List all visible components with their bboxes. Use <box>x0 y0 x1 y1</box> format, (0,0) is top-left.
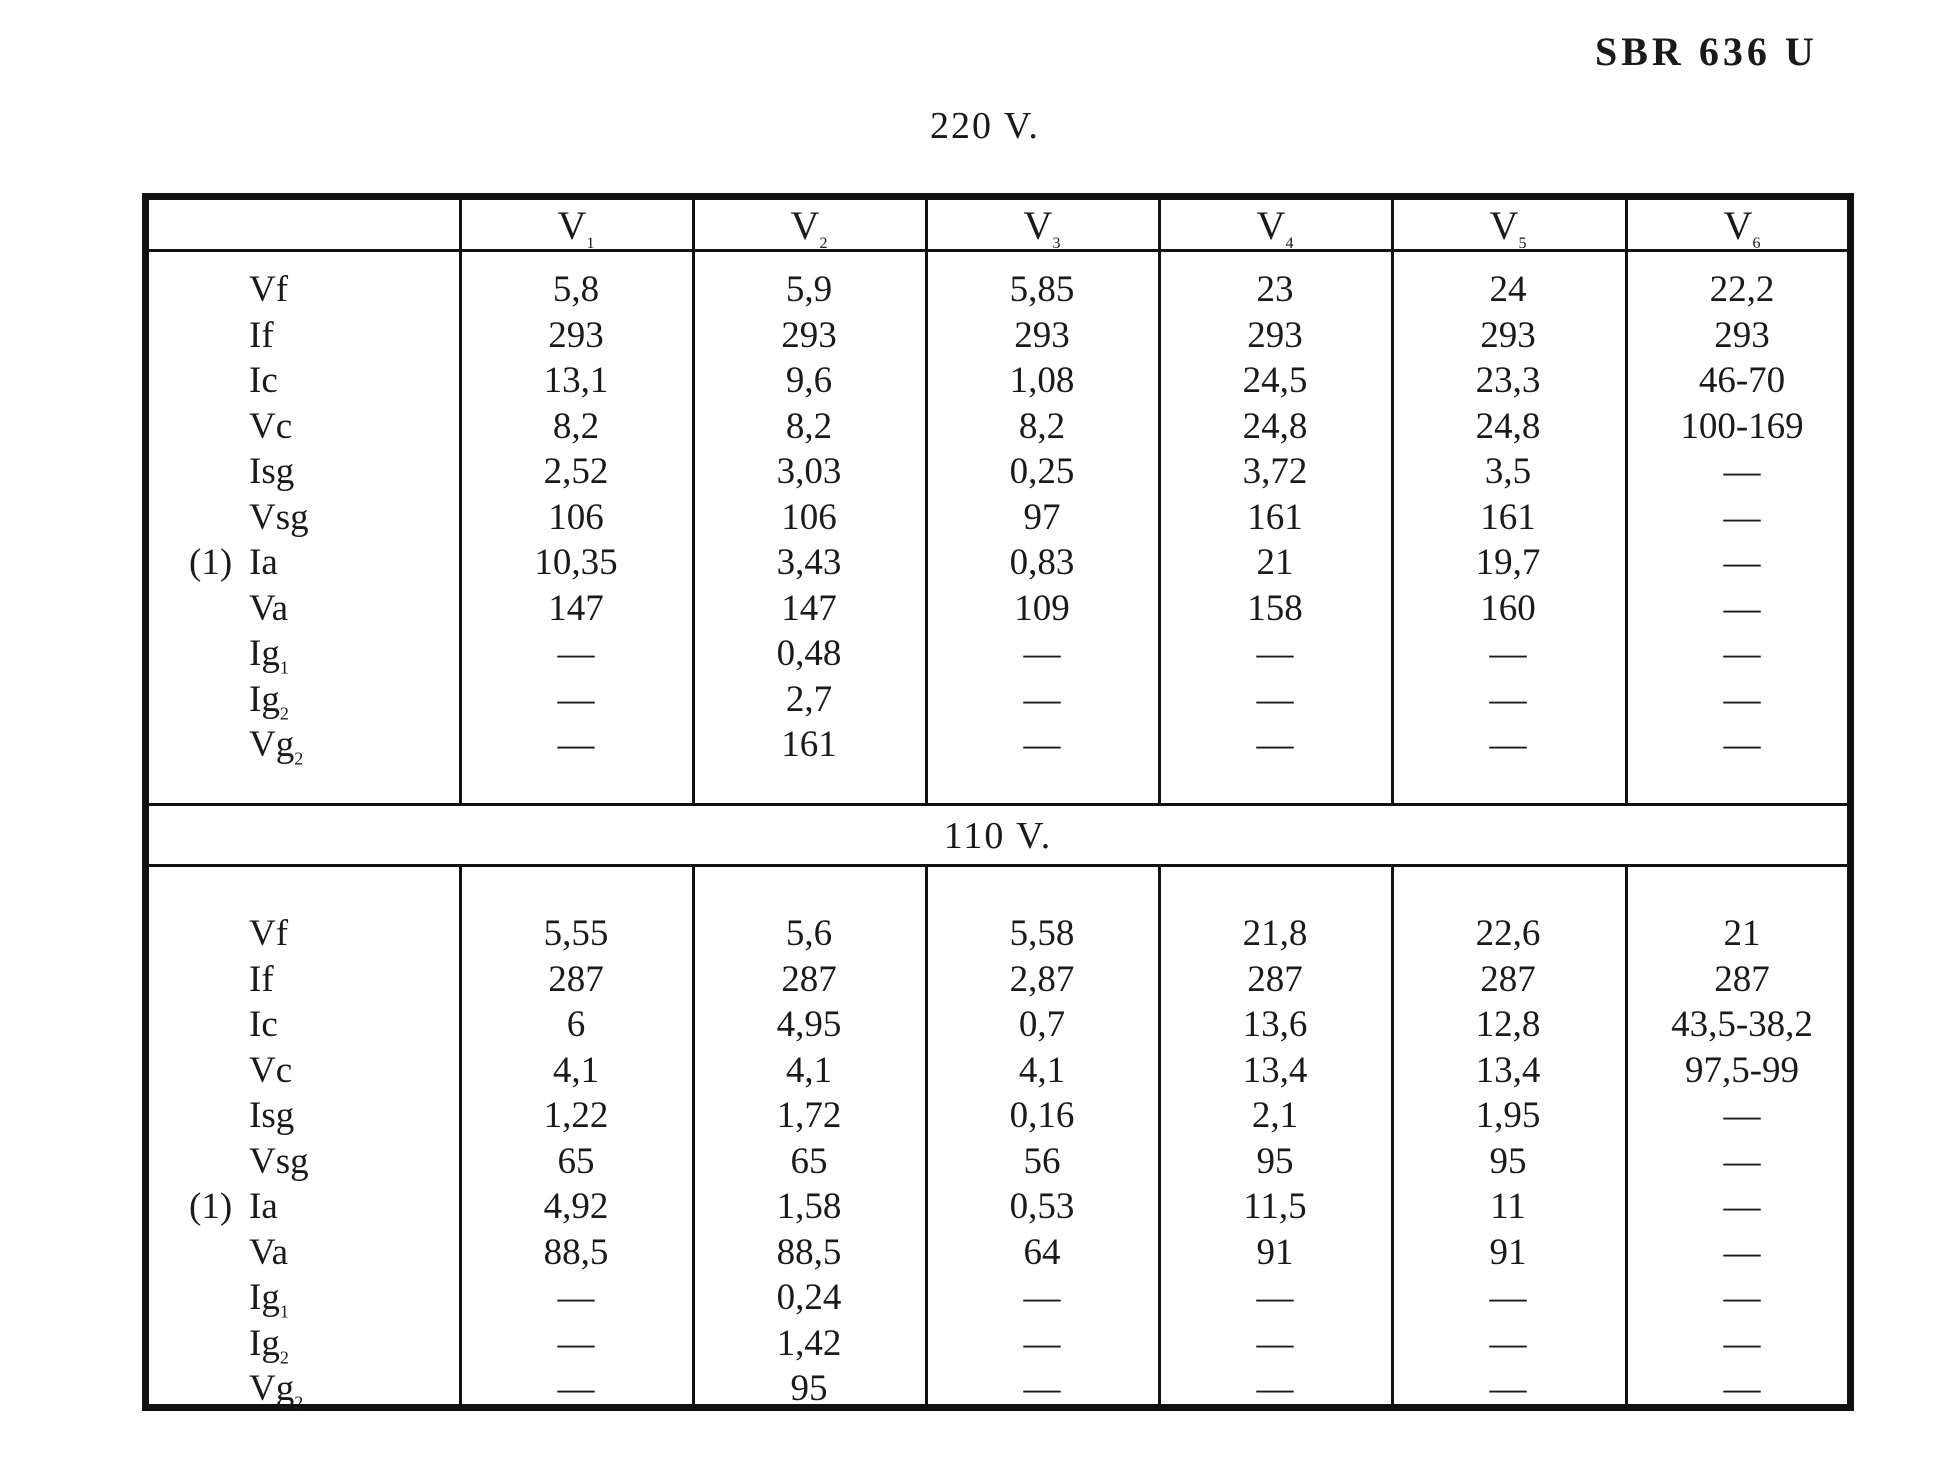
table-cell: 1,08 <box>1009 360 1075 401</box>
column-header-label: V <box>790 203 820 248</box>
section-title-220v: 220 V. <box>930 105 1040 147</box>
table-cell: 13,4 <box>1242 1049 1308 1091</box>
table-cell: 161 <box>781 724 837 765</box>
row-label <box>249 1094 459 1137</box>
table-row <box>149 912 1847 957</box>
table-cell: 5,85 <box>1009 269 1075 310</box>
table-cell: 287 <box>1480 958 1536 1000</box>
table-cell: 147 <box>781 587 837 629</box>
table-cell: 3,43 <box>776 542 842 583</box>
table-cell: 91 <box>1256 1231 1294 1273</box>
table-cell: 287 <box>548 958 604 1000</box>
table-cell: — <box>1023 678 1061 720</box>
table-cell: 0,25 <box>1009 451 1075 492</box>
table-cell: 287 <box>781 958 837 1000</box>
table-cell: 1,22 <box>543 1095 609 1136</box>
table-cell: — <box>1723 633 1761 674</box>
table-row <box>149 632 1847 677</box>
table-cell: 21 <box>1723 913 1761 954</box>
table-cell: 2,7 <box>785 678 833 720</box>
column-header-label: V <box>557 203 587 248</box>
table-cell: 8,2 <box>1018 405 1066 447</box>
column-divider <box>459 200 462 803</box>
column-header-subscript: 5 <box>1518 235 1527 252</box>
table-cell: 158 <box>1247 587 1303 629</box>
table-cell: — <box>557 1277 595 1318</box>
row-label-text: Ig <box>249 1322 280 1364</box>
table-cell: 0,48 <box>776 633 842 674</box>
table-row <box>149 1231 1847 1276</box>
column-divider <box>1625 200 1628 803</box>
row-label-text: Ig <box>249 633 280 674</box>
table-row <box>149 1049 1847 1094</box>
table-cell: 160 <box>1480 587 1536 629</box>
column-header-subscript: 3 <box>1052 235 1061 252</box>
table-cell: 4,1 <box>1018 1049 1066 1091</box>
table-cell: 22,6 <box>1475 913 1541 954</box>
table-cell: — <box>1256 1322 1294 1364</box>
footnote-marker: (1) <box>189 542 233 583</box>
row-label <box>249 587 459 630</box>
column-header-subscript: 2 <box>819 235 828 252</box>
row-label-text: Ig <box>249 678 280 720</box>
table-cell: 65 <box>557 1140 595 1182</box>
table-cell: 293 <box>1247 314 1303 356</box>
column-header-v3 <box>927 202 1157 250</box>
table-cell: 287 <box>1247 958 1303 1000</box>
row-label <box>249 1231 459 1274</box>
column-divider <box>692 200 695 803</box>
table-cell: 147 <box>548 587 604 629</box>
column-header-subscript: 4 <box>1285 235 1294 252</box>
row-label-subscript: 1 <box>279 657 289 678</box>
table-cell: — <box>1723 451 1761 492</box>
row-label-subscript: 1 <box>279 1301 289 1322</box>
table-row <box>149 723 1847 768</box>
table-cell: 64 <box>1023 1231 1061 1273</box>
column-header-v4 <box>1160 202 1390 250</box>
table-cell: 3,03 <box>776 451 842 492</box>
table-cell: 1,42 <box>776 1322 842 1364</box>
table-cell: — <box>1023 724 1061 765</box>
row-label-text: Vf <box>249 269 289 310</box>
table-cell: — <box>1723 724 1761 765</box>
table-cell: 24,5 <box>1242 360 1308 401</box>
row-label <box>249 359 459 402</box>
column-divider <box>1158 200 1161 803</box>
table-cell: — <box>1723 1186 1761 1227</box>
table-cell: — <box>1489 633 1527 674</box>
table-cell: — <box>557 1368 595 1409</box>
row-label-text: Ic <box>249 360 278 401</box>
table-row <box>149 1185 1847 1230</box>
table-cell: 13,6 <box>1242 1004 1308 1045</box>
column-divider <box>1391 867 1394 1411</box>
row-label <box>249 1276 459 1322</box>
table-cell: 23 <box>1256 269 1294 310</box>
table-cell: 12,8 <box>1475 1004 1541 1045</box>
row-label <box>249 1003 459 1046</box>
row-label <box>249 450 459 493</box>
row-label <box>189 541 459 584</box>
row-label-subscript: 2 <box>279 702 289 723</box>
document-code: SBR 636 U <box>1595 29 1818 74</box>
table-cell: 293 <box>1014 314 1070 356</box>
table-cell: — <box>1489 724 1527 765</box>
row-label-text: Ic <box>249 1004 278 1045</box>
table-cell: — <box>1489 678 1527 720</box>
table-cell: 1,95 <box>1475 1095 1541 1136</box>
table-row <box>149 958 1847 1003</box>
row-label <box>249 958 459 1001</box>
table-cell: — <box>557 678 595 720</box>
table-cell: — <box>1256 1368 1294 1409</box>
table-row <box>149 1367 1847 1412</box>
row-label <box>249 496 459 539</box>
row-label-text: Ia <box>249 1186 278 1227</box>
section-divider-band <box>149 803 1847 867</box>
row-label <box>249 314 459 357</box>
row-label-text: If <box>249 958 274 1000</box>
table-cell: 106 <box>781 496 837 538</box>
table-cell: 1,72 <box>776 1095 842 1136</box>
table-cell: 100-169 <box>1680 405 1804 447</box>
table-cell: — <box>1256 633 1294 674</box>
table-row <box>149 496 1847 541</box>
table-cell: 13,1 <box>543 360 609 401</box>
table-cell: 2,1 <box>1251 1095 1299 1136</box>
row-label-text: Va <box>249 587 289 629</box>
table-cell: 21 <box>1256 542 1294 583</box>
row-label <box>249 1140 459 1183</box>
column-header-v1 <box>461 202 691 250</box>
table-row <box>149 314 1847 359</box>
row-label-text: Vc <box>249 405 293 447</box>
table-cell: 5,58 <box>1009 913 1075 954</box>
footnote-marker: (1) <box>189 1186 233 1227</box>
table-cell: 88,5 <box>543 1231 609 1273</box>
table-cell: — <box>1723 1140 1761 1182</box>
table-cell: 161 <box>1480 496 1536 538</box>
table-cell: 56 <box>1023 1140 1061 1182</box>
row-label-text: Vg <box>249 724 295 765</box>
table-cell: — <box>1489 1322 1527 1364</box>
table-cell: — <box>1723 678 1761 720</box>
table-cell: 293 <box>1480 314 1536 356</box>
table-cell: 11,5 <box>1243 1186 1307 1227</box>
row-label <box>249 405 459 448</box>
table-cell: — <box>1256 1277 1294 1318</box>
table-cell: 287 <box>1714 958 1770 1000</box>
table-cell: 4,1 <box>552 1049 600 1091</box>
row-label <box>249 678 459 724</box>
table-cell: 13,4 <box>1475 1049 1541 1091</box>
table-cell: — <box>1023 1368 1061 1409</box>
table-cell: 0,53 <box>1009 1186 1075 1227</box>
table-cell: — <box>1723 496 1761 538</box>
table-row <box>149 678 1847 723</box>
table-cell: — <box>1023 1277 1061 1318</box>
column-divider <box>925 200 928 803</box>
table-cell: 8,2 <box>785 405 833 447</box>
row-label <box>249 1049 459 1092</box>
row-label-subscript: 2 <box>294 1392 304 1413</box>
table-cell: 10,35 <box>534 542 618 583</box>
row-label-subscript: 2 <box>279 1346 289 1367</box>
row-label-text: Vf <box>249 913 289 954</box>
row-label <box>249 1367 459 1413</box>
row-label-text: Va <box>249 1231 289 1273</box>
table-row <box>149 1140 1847 1185</box>
table-cell: 88,5 <box>776 1231 842 1273</box>
table-cell: 3,72 <box>1242 451 1308 492</box>
table-cell: 0,7 <box>1018 1004 1066 1045</box>
column-divider <box>1158 867 1161 1411</box>
table-cell: — <box>1723 1368 1761 1409</box>
column-divider <box>925 867 928 1411</box>
table-row <box>149 268 1847 313</box>
column-header-subscript: 1 <box>586 235 595 252</box>
column-divider <box>459 867 462 1411</box>
table-cell: 9,6 <box>785 360 833 401</box>
table-cell: 5,8 <box>552 269 600 310</box>
table-cell: 43,5-38,2 <box>1671 1004 1813 1045</box>
table-row <box>149 359 1847 404</box>
column-divider <box>1625 867 1628 1411</box>
table-header-row <box>149 200 1847 252</box>
column-header-label: V <box>1023 203 1053 248</box>
table-cell: 293 <box>1714 314 1770 356</box>
table-cell: 95 <box>1489 1140 1527 1182</box>
table-cell: — <box>1023 1322 1061 1364</box>
row-label-text: Vg <box>249 1368 295 1409</box>
table-cell: 0,83 <box>1009 542 1075 583</box>
row-label-text: Isg <box>249 1095 295 1136</box>
table-cell: 3,5 <box>1484 451 1532 492</box>
column-header-subscript: 6 <box>1752 235 1761 252</box>
table-cell: 97 <box>1023 496 1061 538</box>
row-label <box>249 268 459 311</box>
table-cell: 106 <box>548 496 604 538</box>
table-cell: — <box>557 633 595 674</box>
table-row <box>149 405 1847 450</box>
column-divider <box>1391 200 1394 803</box>
table-cell: 95 <box>1256 1140 1294 1182</box>
table-cell: 4,1 <box>785 1049 833 1091</box>
table-cell: 1,58 <box>776 1186 842 1227</box>
table-cell: 23,3 <box>1475 360 1541 401</box>
row-label <box>189 1185 459 1228</box>
table-cell: — <box>1256 724 1294 765</box>
row-label-subscript: 2 <box>294 748 304 769</box>
table-row <box>149 1276 1847 1321</box>
table-row <box>149 1094 1847 1139</box>
column-divider <box>692 867 695 1411</box>
column-header-label: V <box>1256 203 1286 248</box>
table-cell: 293 <box>781 314 837 356</box>
row-label-text: If <box>249 314 274 356</box>
table-cell: 24 <box>1489 269 1527 310</box>
table-cell: 5,55 <box>543 913 609 954</box>
table-row <box>149 587 1847 632</box>
table-cell: — <box>1489 1277 1527 1318</box>
table-cell: 97,5-99 <box>1684 1049 1800 1091</box>
row-label-text: Vsg <box>249 1140 309 1182</box>
row-label-text: Vsg <box>249 496 309 538</box>
table-cell: 46-70 <box>1698 360 1786 401</box>
table-cell: 2,87 <box>1009 958 1075 1000</box>
table-cell: — <box>1723 1095 1761 1136</box>
table-cell: 24,8 <box>1242 405 1308 447</box>
table-cell: 8,2 <box>552 405 600 447</box>
table-cell: 22,2 <box>1709 269 1775 310</box>
table-cell: — <box>1723 542 1761 583</box>
row-label-text: Ig <box>249 1277 280 1318</box>
table-cell: — <box>1723 587 1761 629</box>
table-cell: — <box>1723 1231 1761 1273</box>
table-cell: 4,92 <box>543 1186 609 1227</box>
table-cell: 91 <box>1489 1231 1527 1273</box>
table-cell: 5,9 <box>785 269 833 310</box>
table-cell: 293 <box>548 314 604 356</box>
table-cell: 24,8 <box>1475 405 1541 447</box>
table-row <box>149 450 1847 495</box>
table-cell: 11 <box>1490 1186 1526 1227</box>
table-cell: 4,95 <box>776 1004 842 1045</box>
row-label <box>249 912 459 955</box>
measurement-table <box>142 193 1854 1411</box>
table-cell: — <box>1256 678 1294 720</box>
table-cell: 6 <box>566 1004 586 1045</box>
row-label <box>249 1322 459 1368</box>
column-header-v5 <box>1393 202 1623 250</box>
table-cell: — <box>557 1322 595 1364</box>
column-header-v2 <box>694 202 924 250</box>
table-row <box>149 1322 1847 1367</box>
row-label <box>249 632 459 678</box>
row-label <box>249 723 459 769</box>
table-cell: 21,8 <box>1242 913 1308 954</box>
table-cell: 65 <box>790 1140 828 1182</box>
table-cell: 0,24 <box>776 1277 842 1318</box>
column-header-label: V <box>1489 203 1519 248</box>
table-cell: 19,7 <box>1475 542 1541 583</box>
column-header-v6 <box>1627 202 1857 250</box>
row-label-text: Isg <box>249 451 295 492</box>
table-cell: 109 <box>1014 587 1070 629</box>
table-cell: — <box>1723 1277 1761 1318</box>
table-cell: — <box>557 724 595 765</box>
table-cell: 0,16 <box>1009 1095 1075 1136</box>
row-label-text: Vc <box>249 1049 293 1091</box>
column-header-label: V <box>1723 203 1753 248</box>
table-cell: — <box>1723 1322 1761 1364</box>
table-cell: — <box>1489 1368 1527 1409</box>
row-label-text: Ia <box>249 542 278 583</box>
table-row <box>149 1003 1847 1048</box>
table-cell: 2,52 <box>543 451 609 492</box>
table-cell: 95 <box>790 1368 828 1409</box>
table-row <box>149 541 1847 586</box>
table-cell: — <box>1023 633 1061 674</box>
table-cell: 161 <box>1247 496 1303 538</box>
table-cell: 5,6 <box>785 913 833 954</box>
section-title-110v: 110 V. <box>943 815 1053 857</box>
